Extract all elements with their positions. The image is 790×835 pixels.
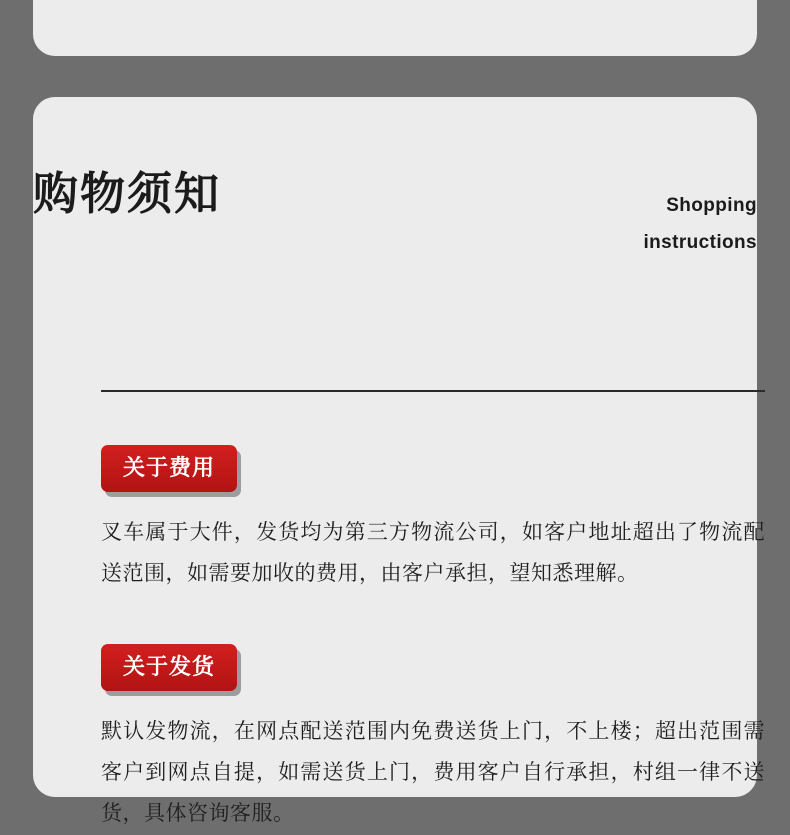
section-fees-tag: 关于费用 [101, 445, 237, 492]
shopping-instructions-card [33, 97, 765, 825]
section-shipping [101, 644, 765, 835]
page-title-english-line1: Shopping [666, 195, 757, 216]
section-shipping-tag-wrapper [101, 644, 237, 691]
section-fees [101, 445, 765, 595]
section-fees-tag-wrapper [101, 445, 237, 492]
section-shipping-text: 默认发物流，在网点配送范围内免费送货上门，不上楼；超出范围需客户到网点自提，如需送货上门，费用客户自行承担，村组一律不送货，具体咨询客服。 [101, 720, 765, 825]
page-title-english-line2: instructions [643, 232, 757, 254]
page-title: 购物须知 [33, 168, 222, 219]
section-fees-text: 叉车属于大件，发货均为第三方物流公司，如客户地址超出了物流配送范围，如需要加收的费用，由客户承担，望知悉理解。 [101, 521, 765, 585]
top-card-panel [33, 0, 757, 56]
page-title-english [643, 187, 757, 261]
section-shipping-tag: 关于发货 [101, 644, 237, 691]
header-divider [101, 390, 765, 392]
